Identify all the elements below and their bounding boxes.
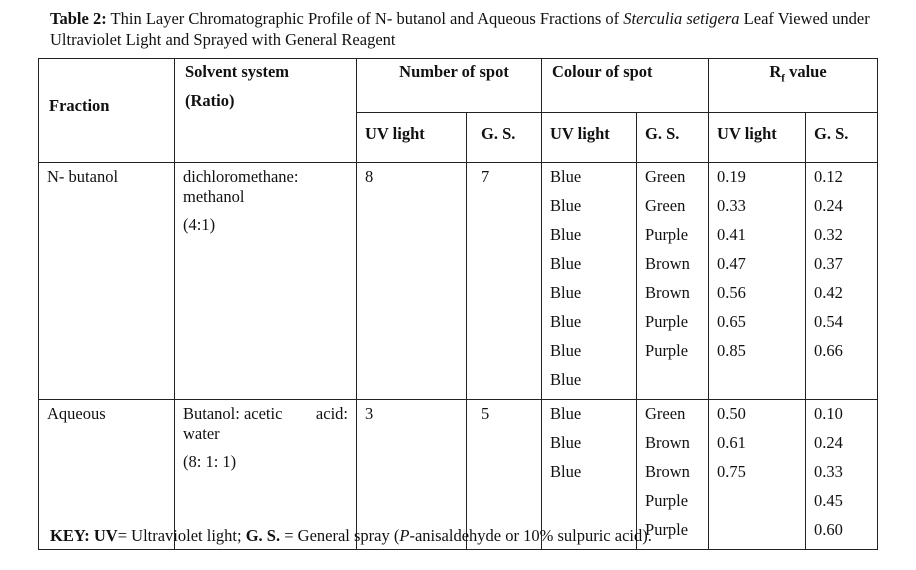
header-rf-sub: f [781, 72, 785, 85]
solvent-part1: Butanol: acetic [183, 404, 283, 423]
list-item: 0.61 [717, 433, 746, 452]
list-item: 0.19 [717, 167, 746, 186]
list-item: 0.45 [814, 491, 843, 510]
list-item: 0.41 [717, 225, 746, 244]
spots-uv-value: 8 [365, 167, 374, 186]
header-solvent-system [175, 59, 357, 163]
list-item: Blue [550, 283, 582, 302]
list-item: Blue [550, 404, 582, 423]
list-item: 0.60 [814, 520, 843, 539]
header-spot-gs: G. S. [467, 113, 542, 163]
table-caption [50, 8, 890, 50]
list-item: Purple [645, 520, 689, 539]
table-key [50, 526, 890, 546]
solvent-line2: methanol [183, 187, 245, 206]
header-rf-uv: UV light [709, 113, 806, 163]
header-fraction: Fraction [39, 59, 175, 163]
tlc-table [38, 58, 878, 550]
list-item: Purple [645, 491, 689, 510]
list-item: Blue [550, 167, 582, 186]
list-item: 0.24 [814, 196, 843, 215]
caption-text-before: Thin Layer Chromatographic Profile of N- butanol and Aqueous Fractions of [106, 9, 624, 28]
list-item: 0.65 [717, 312, 746, 331]
rf-uv-cell [709, 163, 806, 400]
list-item: 0.12 [814, 167, 843, 186]
list-item: Brown [645, 462, 690, 481]
key-uv-def: = Ultraviolet light; [117, 526, 246, 545]
list-item: 0.75 [717, 462, 746, 481]
header-colour-gs: G. S. [637, 113, 709, 163]
list-item: 0.85 [717, 341, 746, 360]
list-item: 0.10 [814, 404, 843, 423]
solvent-ratio: (4:1) [183, 215, 216, 234]
spots-gs-value: 7 [481, 167, 490, 186]
list-item: 0.32 [814, 225, 843, 244]
list-item: Blue [550, 462, 582, 481]
header-colour-uv: UV light [542, 113, 637, 163]
list-item: 0.37 [814, 254, 843, 273]
key-gs-def-after: -anisaldehyde or 10% sulpuric acid). [409, 526, 652, 545]
header-rf-value [709, 59, 878, 113]
list-item: Brown [645, 283, 690, 302]
list-item: Blue [550, 254, 582, 273]
list-item: 0.33 [717, 196, 746, 215]
list-item: 0.24 [814, 433, 843, 452]
list-item: Green [645, 404, 686, 423]
header-rf-gs: G. S. [806, 113, 878, 163]
spots-gs-cell [467, 163, 542, 400]
caption-label: Table 2: [50, 9, 107, 28]
list-item: Brown [645, 254, 690, 273]
list-item: Blue [550, 433, 582, 452]
list-item: Purple [645, 225, 689, 244]
key-uv-abbr: UV [89, 526, 118, 545]
colour-uv-cell [542, 163, 637, 400]
header-number-of-spot: Number of spot [357, 59, 542, 113]
spots-gs-value: 5 [481, 404, 490, 423]
list-item: 0.42 [814, 283, 843, 302]
caption-text-after: Leaf Viewed under Ultraviolet Light and Sprayed with General Reagent [50, 9, 870, 49]
spots-uv-value: 3 [365, 404, 374, 423]
list-item: Blue [550, 225, 582, 244]
list-item: 0.66 [814, 341, 843, 360]
key-gs-italic: P [399, 526, 410, 545]
list-item: Purple [645, 341, 689, 360]
solvent-ratio: (8: 1: 1) [183, 452, 237, 471]
solvent-line1 [183, 404, 348, 424]
header-colour-of-spot: Colour of spot [542, 59, 709, 113]
colour-gs-cell [637, 163, 709, 400]
header-rf-R: R [769, 62, 782, 81]
list-item: 0.47 [717, 254, 746, 273]
list-item: Green [645, 167, 686, 186]
spots-uv-cell [357, 163, 467, 400]
header-spot-uv: UV light [357, 113, 467, 163]
list-item: Brown [645, 433, 690, 452]
solvent-part2: acid: [315, 404, 348, 423]
key-gs-abbr: G. S. [245, 526, 281, 545]
key-label: KEY: [50, 526, 90, 545]
list-item: Blue [550, 341, 582, 360]
fraction-cell [39, 163, 175, 400]
header-solvent-line1: Solvent system [185, 62, 290, 81]
list-item: Purple [645, 312, 689, 331]
solvent-line1: dichloromethane: [183, 167, 299, 186]
list-item: Blue [550, 370, 582, 389]
list-item: 0.50 [717, 404, 746, 423]
rf-gs-cell [806, 163, 878, 400]
list-item: 0.33 [814, 462, 843, 481]
fraction-name: N- butanol [47, 167, 119, 186]
list-item: 0.56 [717, 283, 746, 302]
fraction-name: Aqueous [47, 404, 106, 423]
list-item: 0.54 [814, 312, 843, 331]
key-gs-def-before: = General spray ( [280, 526, 400, 545]
header-rf-rest: value [784, 62, 827, 81]
list-item: Blue [550, 312, 582, 331]
list-item: Green [645, 196, 686, 215]
caption-species: Sterculia setigera [623, 9, 740, 28]
solvent-line2: water [183, 424, 220, 443]
header-solvent-line2: (Ratio) [185, 91, 235, 110]
list-item: Blue [550, 196, 582, 215]
table-row [39, 163, 878, 400]
solvent-cell [175, 163, 357, 400]
